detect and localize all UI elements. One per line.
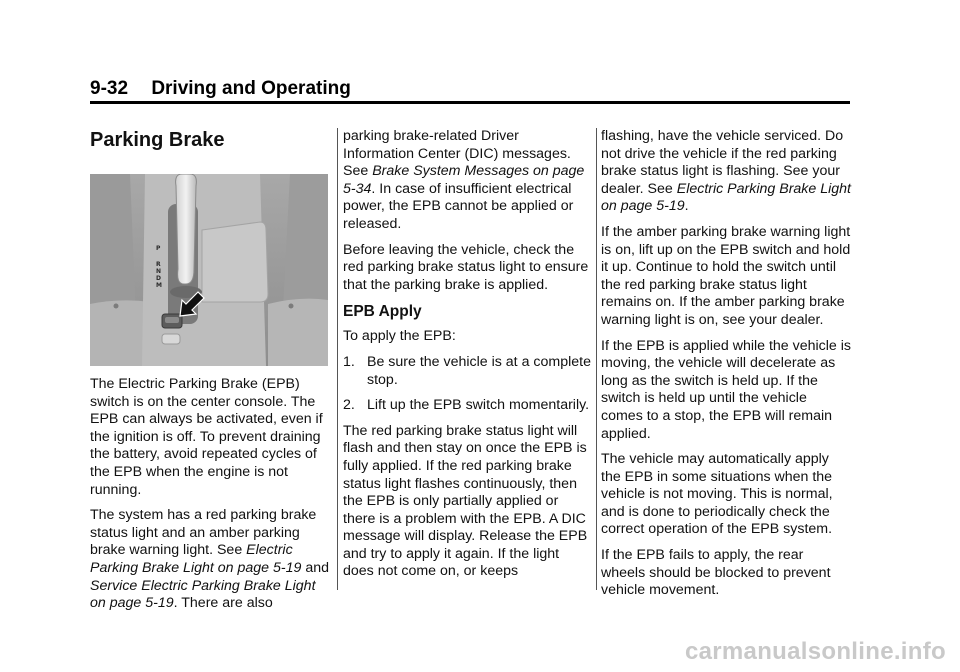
column-1: [90, 128, 330, 621]
chapter-title: Driving and Operating: [151, 78, 351, 99]
header-rule: [90, 101, 850, 104]
watermark: carmanualsonline.info: [684, 638, 946, 665]
section-title: Parking Brake: [90, 129, 225, 151]
column-divider-2: [596, 128, 597, 590]
col3-paragraph-1: flashing, have the vehicle serviced. Do not drive the vehicle if the red parking brake status light is flashing. See your dealer. See Electric Parking Brake Light on page 5-19.: [601, 128, 852, 215]
reference-epb-light: Electric Parking Brake Light on page 5-19: [90, 542, 302, 576]
gear-label-p: P: [156, 245, 161, 252]
gear-label-n: N: [156, 268, 162, 275]
page-number: 9-32: [90, 78, 129, 99]
col1-paragraph-1: The Electric Parking Brake (EPB) switch is on the center console. The EPB can always be activated, even if the ignition is off. To prevent draining the battery, avoid repeated cycles of the EPB when the engine is not running.: [90, 376, 323, 498]
col3-paragraph-3: If the EPB is applied while the vehicle is moving, the vehicle will decelerate as long as the switch is held up. If the switch is held up until the vehicle comes to a stop, the EPB will remain applied.: [601, 337, 851, 442]
column-divider-1: [337, 128, 338, 590]
column-2: [343, 128, 593, 589]
col2-paragraph-4: The red parking brake status light will flash and then stay on once the EPB is fully applied. If the red parking brake status light flashes continuously, then the EPB is only partially applied or there is a problem with the EPB. A DIC message will display. Release the EPB and try to apply it again. If the light does not come on, or keeps: [343, 422, 588, 580]
col1-paragraph-2: The system has a red parking brake status light and an amber parking brake warning light. See Electric Parking Brake Light on page 5-19 and Service Electric Parking Brake Light on page 5-19. There are also: [90, 507, 330, 612]
reference-brake-system-messages: Brake System Messages on page 5-34: [343, 163, 585, 197]
reference-service-epb-light: Service Electric Parking Brake Light on page 5-19: [90, 577, 316, 612]
reference-epb-light-2: Electric Parking Brake Light on page 5-19: [601, 180, 852, 215]
gear-label-r: R: [156, 261, 161, 268]
page-header: [90, 78, 351, 100]
gear-label-m: M: [156, 282, 162, 289]
list-item: 1. Be sure the vehicle is at a complete stop.: [343, 353, 591, 388]
epb-console-illustration: [90, 174, 328, 366]
gear-label-d: D: [156, 275, 161, 282]
list-item: 2. Lift up the EPB switch momentarily.: [343, 397, 590, 414]
col3-paragraph-4: The vehicle may automatically apply the EPB in some situations when the vehicle is not moving. This is normal, and is done to periodically check the correct operation of the EPB system.: [601, 451, 833, 538]
col3-paragraph-2: If the amber parking brake warning light is on, lift up on the EPB switch and hold it up. Continue to hold the switch until the red parking brake status light remains on. If the amber parking brake warning light is on, see your dealer.: [601, 223, 851, 328]
column-3: [601, 128, 851, 608]
col2-paragraph-2: Before leaving the vehicle, check the red parking brake status light to ensure that the parking brake is applied.: [343, 241, 589, 293]
subheading-epb-apply: EPB Apply: [343, 303, 422, 321]
apply-steps-list: [343, 354, 593, 415]
col2-paragraph-3: To apply the EPB:: [343, 328, 456, 345]
col3-paragraph-5: If the EPB fails to apply, the rear wheels should be blocked to prevent vehicle movement.: [601, 547, 831, 599]
col2-paragraph-1: parking brake-related Driver Information Center (DIC) messages. See Brake System Messages on page 5-34. In case of insufficient electrical power, the EPB cannot be applied or released.: [343, 128, 585, 232]
